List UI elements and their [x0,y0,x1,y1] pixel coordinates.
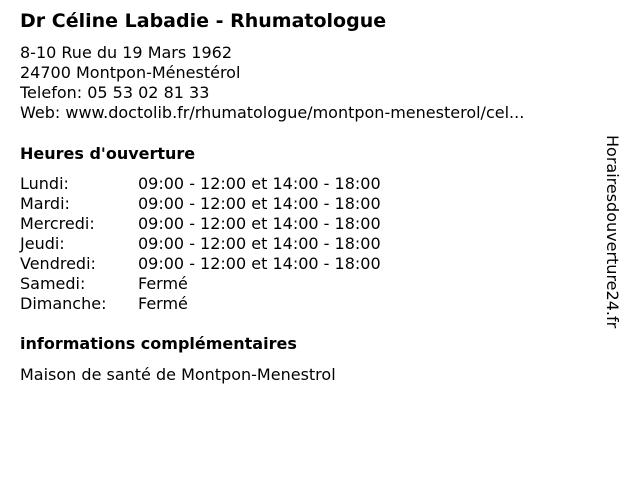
hours-row [20,214,381,234]
hours-day: Mardi: [20,194,70,213]
hours-day: Jeudi: [20,234,65,253]
phone-number: Telefon: 05 53 02 81 33 [20,83,210,102]
hours-row [20,174,381,194]
street-address: 8-10 Rue du 19 Mars 1962 [20,43,233,62]
info-heading: informations complémentaires [20,334,297,353]
website-link[interactable]: Web: www.doctolib.fr/rhumatologue/montpon-menesterol/cel... [20,103,525,122]
hours-day: Vendredi: [20,254,96,273]
hours-row [20,194,381,214]
hours-time: 09:00 - 12:00 et 14:00 - 18:00 [138,174,381,193]
hours-heading: Heures d'ouverture [20,144,196,163]
hours-day: Samedi: [20,274,86,293]
hours-time: 09:00 - 12:00 et 14:00 - 18:00 [138,194,381,213]
info-text: Maison de santé de Montpon-Menestrol [20,365,336,384]
hours-row [20,294,381,314]
page-title: Dr Céline Labadie - Rhumatologue [20,10,387,32]
hours-time: 09:00 - 12:00 et 14:00 - 18:00 [138,214,381,233]
hours-time: 09:00 - 12:00 et 14:00 - 18:00 [138,234,381,253]
hours-time: 09:00 - 12:00 et 14:00 - 18:00 [138,254,381,273]
hours-time: Fermé [138,294,188,313]
hours-day: Lundi: [20,174,69,193]
hours-day: Dimanche: [20,294,107,313]
city-address: 24700 Montpon-Ménestérol [20,63,241,82]
hours-time: Fermé [138,274,188,293]
hours-table [20,174,381,314]
hours-row [20,254,381,274]
site-watermark: Horairesdouverture24.fr [603,135,622,329]
hours-row [20,274,381,294]
hours-day: Mercredi: [20,214,95,233]
hours-row [20,234,381,254]
address-block [20,43,524,123]
